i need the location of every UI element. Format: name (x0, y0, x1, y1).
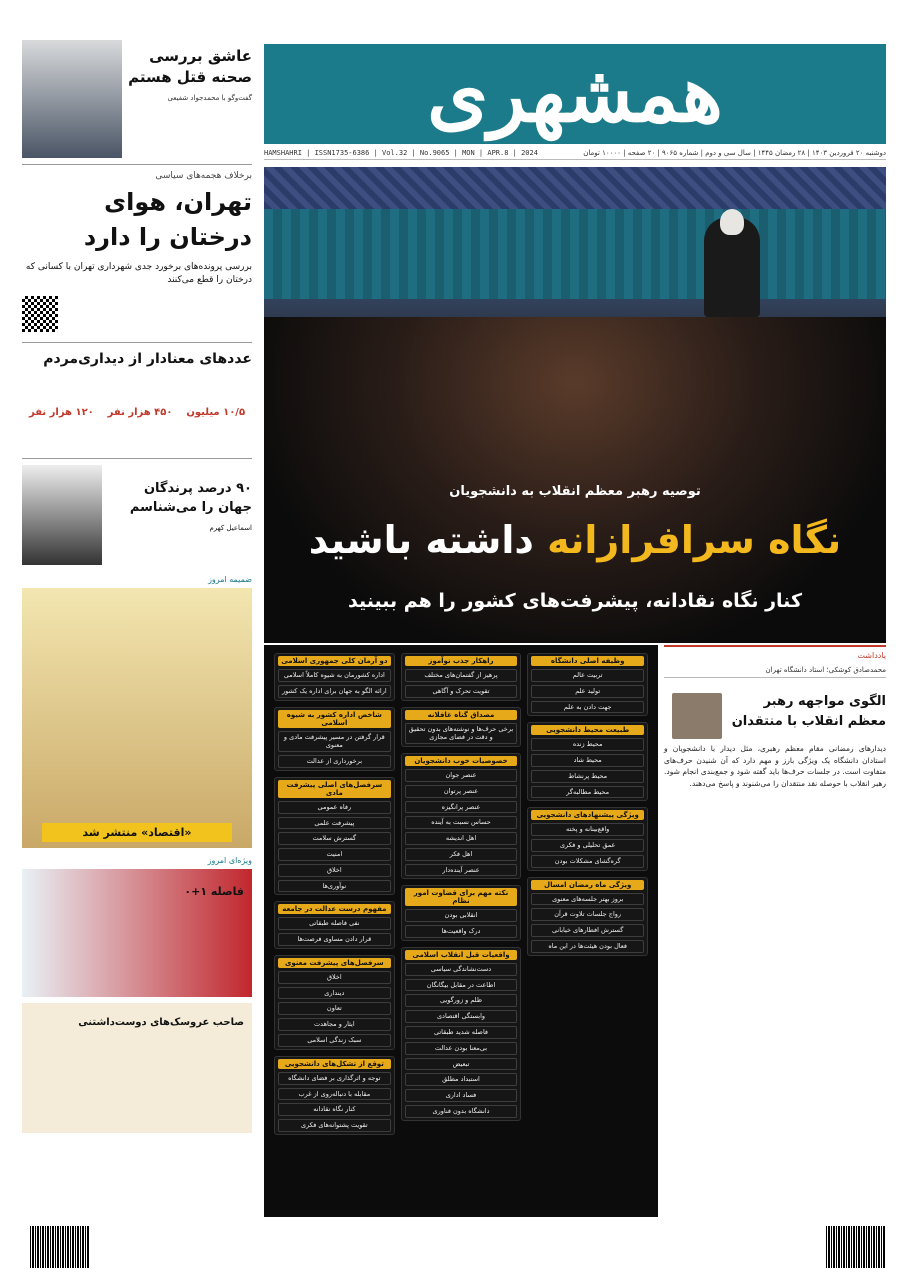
stat-1: ۱۰/۵ میلیون (186, 406, 246, 418)
story2-deck: بررسی پرونده‌های برخورد جدی شهرداری تهران با کسانی که درختان را قطع می‌کنند (25, 261, 252, 286)
speaker-figure (704, 217, 760, 317)
infographic-block-title: ویژگی ماه رمضان امسال (531, 880, 644, 890)
infographic-item: فاصله شدید طبقاتی (405, 1026, 518, 1039)
infographic-block-title: شاخص اداره کشور به شیوه اسلامی (278, 710, 391, 728)
editorial-tag: یادداشت (857, 651, 886, 660)
infographic-item: گسترش افطارهای خیابانی (531, 924, 644, 937)
infographic-item: دست‌نشاندگی سیاسی (405, 963, 518, 976)
infographic-block-title: توقع از تشکل‌های دانشجویی (278, 1059, 391, 1069)
barcode-right (826, 1226, 886, 1268)
portrait-photo-2 (22, 465, 102, 565)
infographic-item: استبداد مطلق (405, 1073, 518, 1086)
meta-left: HAMSHAHRI | ISSN1735-6386 | Vol.32 | No.9065 | MON | APR.8 | 2024 (264, 148, 538, 157)
infographic-item: عنصر آینده‌دار (405, 864, 518, 877)
infographic-item: بی‌معنا بودن عدالت (405, 1042, 518, 1055)
infographic-block-title: راهکار جذب نوآموز (405, 656, 518, 666)
infographic-item: اخلاق (278, 864, 391, 877)
editorial-title[interactable]: الگوی مواجهه رهبر معظم انقلاب با منتقدان (731, 694, 886, 729)
infographic-item: وابستگی اقتصادی (405, 1010, 518, 1023)
story4-title[interactable]: ۹۰ درصد پرندگان جهان را می‌شناسم (129, 480, 252, 516)
stat-2: ۴۵۰ هزار نفر (107, 406, 173, 418)
portrait-photo (22, 40, 122, 158)
infographic-block (401, 947, 522, 1121)
ceiling-ornament (264, 167, 886, 209)
infographic-block (274, 653, 395, 701)
supplement-label: ضمیمه امروز (208, 574, 252, 584)
infographic-item: امنیت (278, 848, 391, 861)
infographic-item: برخی حرف‌ها و نوشته‌های بدون تحقیق و دقت در فضای مجازی (405, 723, 518, 745)
infographic-item: رفاه عمومی (278, 801, 391, 814)
infographic-item: رواج جلسات تلاوت قرآن (531, 908, 644, 921)
infographic-block-title: طبیعت محیط دانشجویی (531, 725, 644, 735)
infographic-item: نوآوری‌ها (278, 880, 391, 893)
infographic-block (401, 753, 522, 879)
infographic-item: فساد اداری (405, 1089, 518, 1102)
infographic-item: بروز بهتر جلسه‌های معنوی (531, 893, 644, 906)
infographic-item: درک واقعیت‌ها (405, 925, 518, 938)
infographic-item: سبک زندگی اسلامی (278, 1034, 391, 1047)
stat-3: ۱۲۰ هزار نفر (28, 406, 94, 418)
infographic-item: تولید علم (531, 685, 644, 698)
infographic-block (274, 777, 395, 896)
infographic-item: تقویت پشتوانه‌های فکری (278, 1119, 391, 1132)
infographic-item: محیط شاد (531, 754, 644, 767)
infographic-block-title: مفهوم درست عدالت در جامعه (278, 904, 391, 914)
infographic-item: جهت دادن به علم (531, 701, 644, 714)
infographic-item: ظلم و زورگویی (405, 994, 518, 1007)
meta-bar (264, 146, 886, 160)
infographic-item: اطاعت در مقابل بیگانگان (405, 979, 518, 992)
infographic-block (274, 1056, 395, 1135)
infographic-item: حساس نسبت به آینده (405, 816, 518, 829)
infographic-item: گسترش سلامت (278, 832, 391, 845)
story3-title[interactable]: عددهای معنادار از دیداری‌مردم (43, 350, 252, 367)
infographic-block-title: سرفصل‌های اصلی پیشرفت مادی (278, 780, 391, 798)
infographic-item: تقویت تحرک و آگاهی (405, 685, 518, 698)
infographic-item: اهل فکر (405, 848, 518, 861)
infographic-item: قرار گرفتن در مسیر پیشرفت مادی و معنوی (278, 731, 391, 753)
infographic-item: اهل اندیشه (405, 832, 518, 845)
infographic-item: توجه و اثرگذاری بر فضای دانشگاه (278, 1072, 391, 1085)
infographic-item: اداره کشورمان به شیوه کاملاً اسلامی (278, 669, 391, 682)
infographic-block (274, 901, 395, 949)
infographic-column (401, 653, 522, 1209)
sport-label: ویژه‌ای امروز (207, 855, 252, 865)
headline-part-b: داشته باشید (308, 518, 534, 562)
last-panel[interactable] (22, 1003, 252, 1133)
infographic-block (527, 653, 648, 716)
infographic-block-title: دو آرمان کلی جمهوری اسلامی (278, 656, 391, 666)
infographic-block (401, 885, 522, 941)
left-column (22, 40, 252, 1220)
masthead-title: همشهری (427, 48, 723, 140)
infographic-item: محیط پرنشاط (531, 770, 644, 783)
infographic (264, 645, 658, 1217)
story4-byline: اسماعیل کهرم (209, 523, 252, 532)
curtain (264, 209, 886, 299)
infographic-block-title: سرفصل‌های پیشرفت معنوی (278, 958, 391, 968)
infographic-item: ایثار و مجاهدت (278, 1018, 391, 1031)
infographic-block (527, 877, 648, 956)
lead-headline[interactable] (264, 518, 886, 562)
editorial-body: دیدارهای رمضانی مقام معظم رهبری، مثل دیدار با دانشجویان و استادان دانشگاه یک ویژگی بارز و مهم دارد که آن شنیدن حرف‌های متفاوت است. در جلسات حرف‌ها باید گفته شود و جمع‌بندی انجام شود. رهبر انقلاب با حوصله نقد منتقدان را می‌شنوند و پاسخ می‌دهند. (664, 744, 886, 788)
infographic-block-title: خصوصیات خوب دانشجویان (405, 756, 518, 766)
infographic-item: ارائه الگو به جهان برای اداره یک کشور (278, 685, 391, 698)
infographic-item: گره‌گشای مشکلات بودن (531, 855, 644, 868)
infographic-item: فعال بودن هیئت‌ها در این ماه (531, 940, 644, 953)
infographic-block (527, 807, 648, 870)
infographic-item: عنصر پرتوان (405, 785, 518, 798)
infographic-item: دینداری (278, 987, 391, 1000)
story-top-title[interactable]: عاشق بررسی صحنه قتل هستم (128, 47, 252, 86)
headline-part-a: نگاه سرافرازانه (547, 518, 842, 562)
last-title: صاحب عروسک‌های دوست‌داشتنی (78, 1016, 244, 1028)
infographic-item: دانشگاه بدون فناوری (405, 1105, 518, 1118)
infographic-item: عمق تحلیلی و فکری (531, 839, 644, 852)
story-top-byline: گفت‌وگو با محمدجواد شفیعی (167, 94, 252, 102)
infographic-item: تعاون (278, 1002, 391, 1015)
infographic-item: عنصر جوان (405, 769, 518, 782)
infographic-block (527, 722, 648, 801)
meta-right: دوشنبه ۲۰ فروردین ۱۴۰۳ | ۲۸ رمضان ۱۴۴۵ | سال سی و دوم | شماره ۹۰۶۵ | ۲۰ صفحه | ۱۰۰۰۰ تومان (583, 148, 886, 157)
lead-subhead: کنار نگاه نقادانه، پیشرفت‌های کشور را هم ببینید (347, 590, 802, 612)
barcode-left (30, 1226, 90, 1268)
editorial-author: محمدصادق کوشکی؛ استاد دانشگاه تهران (664, 666, 886, 678)
infographic-item: پرهیز از گفتمان‌های مختلف (405, 669, 518, 682)
author-photo (672, 693, 722, 739)
infographic-item: کنار نگاه نقادانه (278, 1103, 391, 1116)
supplement-note: «اقتصاد» منتشر شد (42, 823, 232, 842)
infographic-block-title: مصداق گناه غافلانه (405, 710, 518, 720)
story2-kicker: برخلاف هجمه‌های سیاسی (155, 171, 252, 181)
infographic-item: تربیت عالم (531, 669, 644, 682)
infographic-item: اخلاق (278, 971, 391, 984)
infographic-item: محیط مطالبه‌گر (531, 786, 644, 799)
infographic-item: قرار دادن مساوی فرصت‌ها (278, 933, 391, 946)
infographic-item: عنصر پرانگیزه (405, 801, 518, 814)
infographic-block (401, 707, 522, 748)
editorial (664, 645, 886, 1217)
infographic-item: انقلابی بودن (405, 909, 518, 922)
infographic-block (274, 955, 395, 1050)
infographic-item: محیط زنده (531, 738, 644, 751)
infographic-block (274, 707, 395, 771)
story2-title[interactable]: تهران، هوای درختان را دارد (83, 188, 252, 251)
infographic-item: برخورداری از عدالت (278, 755, 391, 768)
lead-photo[interactable] (264, 167, 886, 643)
infographic-block-title: نکته مهم برای قضاوت امور نظام (405, 888, 518, 906)
supplement-cover[interactable] (22, 588, 252, 848)
infographic-item: پیشرفت علمی (278, 817, 391, 830)
infographic-block-title: ویژگی پیشنهادهای دانشجویی (531, 810, 644, 820)
infographic-item: مقابله با دنباله‌روی از غرب (278, 1088, 391, 1101)
infographic-block (401, 653, 522, 701)
masthead[interactable] (264, 44, 886, 144)
qr-code-icon[interactable] (22, 296, 58, 332)
sport-panel[interactable] (22, 869, 252, 997)
infographic-item: نفی فاصله طبقاتی (278, 917, 391, 930)
lead-kicker: توصیه رهبر معظم انقلاب به دانشجویان (449, 484, 701, 499)
infographic-block-title: وظیفه اصلی دانشگاه (531, 656, 644, 666)
infographic-item: تبعیض (405, 1058, 518, 1071)
infographic-column (527, 653, 648, 1209)
infographic-item: واقع‌بینانه و پخته (531, 823, 644, 836)
infographic-block-title: واقعیات قبل انقلاب اسلامی (405, 950, 518, 960)
infographic-column (274, 653, 395, 1209)
sport-title: فاصله ۱+۰ (184, 884, 244, 898)
